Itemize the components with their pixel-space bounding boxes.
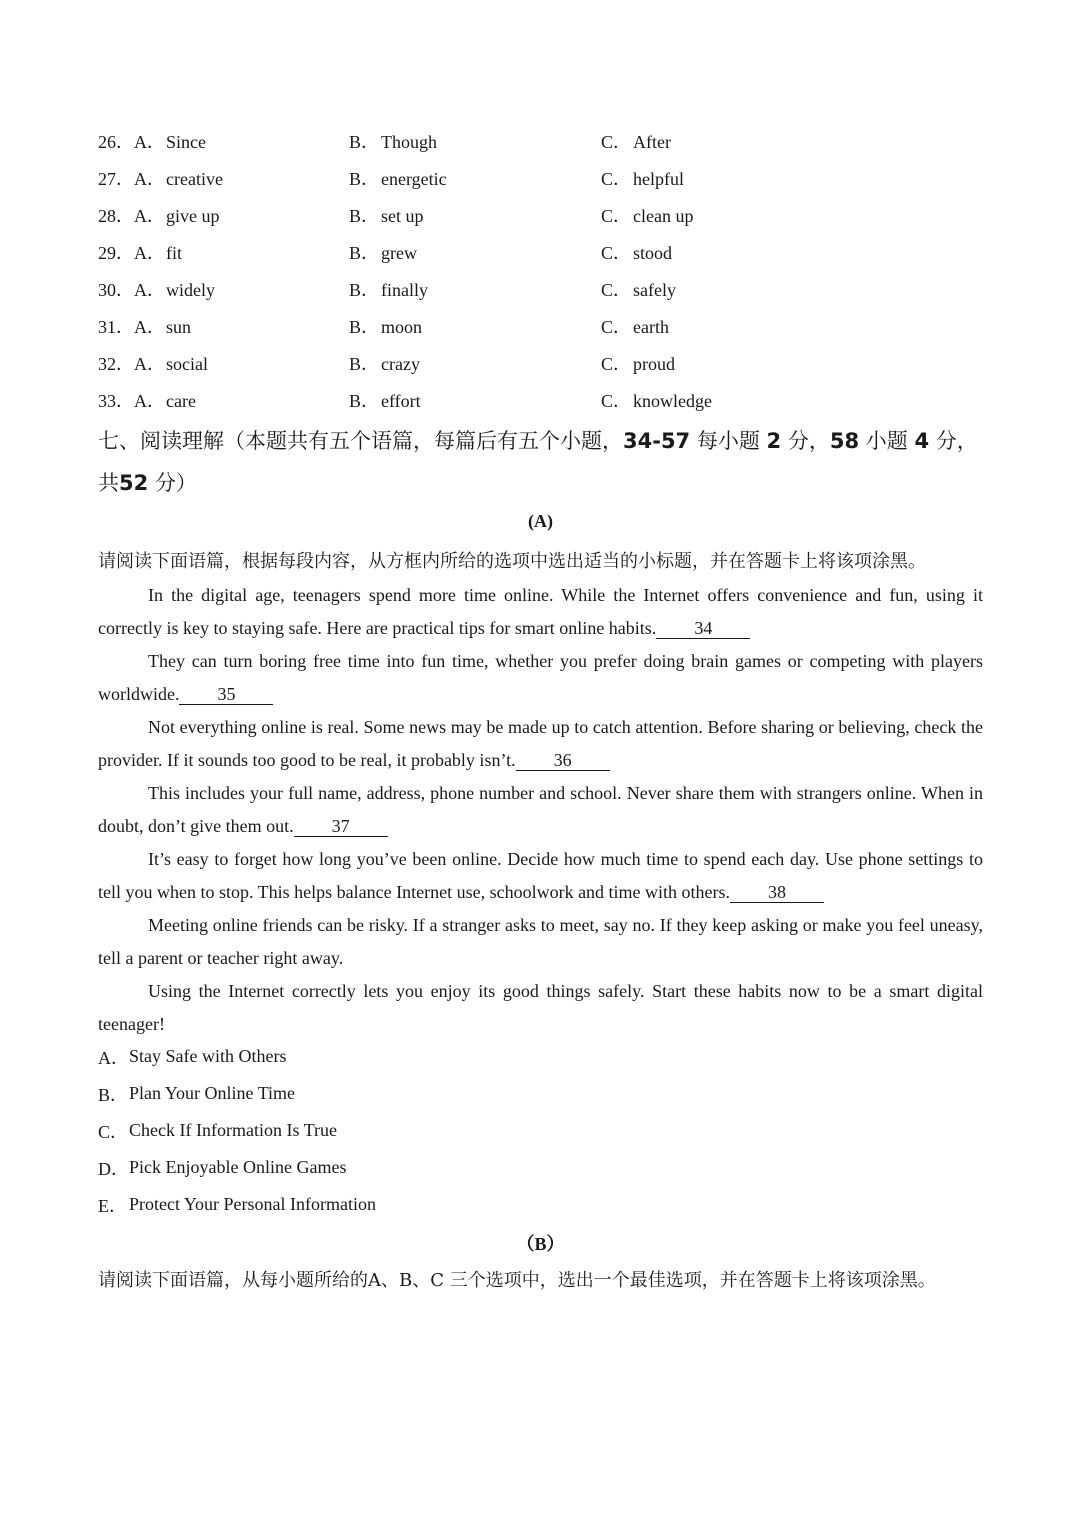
question-number: 32． xyxy=(98,354,134,375)
option-c: C． proud xyxy=(601,354,675,375)
option-c: C． stood xyxy=(601,242,673,263)
question-row xyxy=(98,122,983,159)
question-number: 29． xyxy=(98,242,134,263)
choice-item: E． Protect Your Personal Information xyxy=(98,1194,376,1216)
option-a: A．widely xyxy=(134,279,215,300)
answer-blank: 36 xyxy=(516,750,610,771)
question-row xyxy=(98,159,983,196)
heading-choices xyxy=(98,1038,983,1223)
section-title: 七、阅读理解（本题共有五个语篇，每篇后有五个小题，34-57 每小题 2 分，58 小题 4 分，共52 分） xyxy=(98,429,978,495)
option-b: B． effort xyxy=(349,391,421,412)
passage-paragraph: In the digital age, teenagers spend more time online. While the Internet offers convenience and fun, using it correctly is key to staying safe. Here are practical tips for smart online habits. 34 xyxy=(98,585,983,638)
question-number: 28． xyxy=(98,205,134,226)
choice-item: D． Pick Enjoyable Online Games xyxy=(98,1157,347,1179)
option-c: C． After xyxy=(601,131,671,152)
question-row xyxy=(98,233,983,270)
answer-blank: 38 xyxy=(730,882,824,903)
option-b: B． Though xyxy=(349,131,437,152)
option-c: C． safely xyxy=(601,279,676,300)
choice-item: B． Plan Your Online Time xyxy=(98,1083,296,1105)
question-number: 30． xyxy=(98,279,134,300)
option-c: C． earth xyxy=(601,317,669,338)
part-b-heading: （B） xyxy=(516,1234,565,1254)
option-b: B． moon xyxy=(349,317,423,338)
passage-paragraph: Meeting online friends can be risky. If a stranger asks to meet, say no. If they keep asking or make you feel uneasy, tell a parent or teacher right away. xyxy=(98,915,983,968)
passage-paragraph: This includes your full name, address, phone number and school. Never share them with strangers online. When in doubt, don’t give them out. 37 xyxy=(98,783,983,836)
option-b: B． crazy xyxy=(349,354,420,375)
answer-blank: 35 xyxy=(179,684,273,705)
passage-paragraph: It’s easy to forget how long you’ve been online. Decide how much time to spend each day. Use phone settings to tell you when to stop. This helps balance Internet use, schoolwork and time with others. 38 xyxy=(98,849,983,902)
part-b-instruction: 请阅读下面语篇，从每小题所给的A、B、C 三个选项中，选出一个最佳选项，并在答题卡上将该项涂黑。 xyxy=(98,1270,936,1291)
question-number: 33． xyxy=(98,391,134,412)
option-b: B． energetic xyxy=(349,168,447,189)
question-number: 26． xyxy=(98,131,134,152)
part-a-instruction: 请阅读下面语篇，根据每段内容，从方框内所给的选项中选出适当的小标题，并在答题卡上将该项涂黑。 xyxy=(98,551,926,572)
option-b: B． grew xyxy=(349,242,417,263)
question-number: 31． xyxy=(98,317,134,338)
option-a: A．social xyxy=(134,354,208,375)
question-number: 27． xyxy=(98,168,134,189)
part-a-heading: (A) xyxy=(528,511,553,531)
passage-paragraph: Using the Internet correctly lets you enjoy its good things safely. Start these habits now to be a smart digital teenager! xyxy=(98,981,983,1034)
question-row xyxy=(98,196,983,233)
cloze-options-table xyxy=(98,122,983,419)
part-a-passage xyxy=(98,579,983,1041)
option-a: A．sun xyxy=(134,317,192,338)
option-a: A．give up xyxy=(134,205,220,226)
option-b: B． finally xyxy=(349,279,428,300)
question-row xyxy=(98,307,983,344)
option-b: B． set up xyxy=(349,205,424,226)
answer-blank: 34 xyxy=(656,618,750,639)
option-c: C． helpful xyxy=(601,168,684,189)
option-c: C． knowledge xyxy=(601,391,712,412)
passage-paragraph: They can turn boring free time into fun time, whether you prefer doing brain games or competing with players worldwide. 35 xyxy=(98,651,983,704)
option-a: A．fit xyxy=(134,242,182,263)
option-a: A．creative xyxy=(134,168,223,189)
option-a: A．care xyxy=(134,391,196,412)
question-row xyxy=(98,382,983,419)
answer-blank: 37 xyxy=(294,816,388,837)
question-row xyxy=(98,270,983,307)
choice-item: A． Stay Safe with Others xyxy=(98,1046,287,1068)
question-row xyxy=(98,345,983,382)
option-a: A．Since xyxy=(134,131,206,152)
option-c: C． clean up xyxy=(601,205,694,226)
choice-item: C． Check If Information Is True xyxy=(98,1120,337,1142)
passage-paragraph: Not everything online is real. Some news may be made up to catch attention. Before sharing or believing, check the provider. If it sounds too good to be real, it probably isn’t. 36 xyxy=(98,717,983,770)
